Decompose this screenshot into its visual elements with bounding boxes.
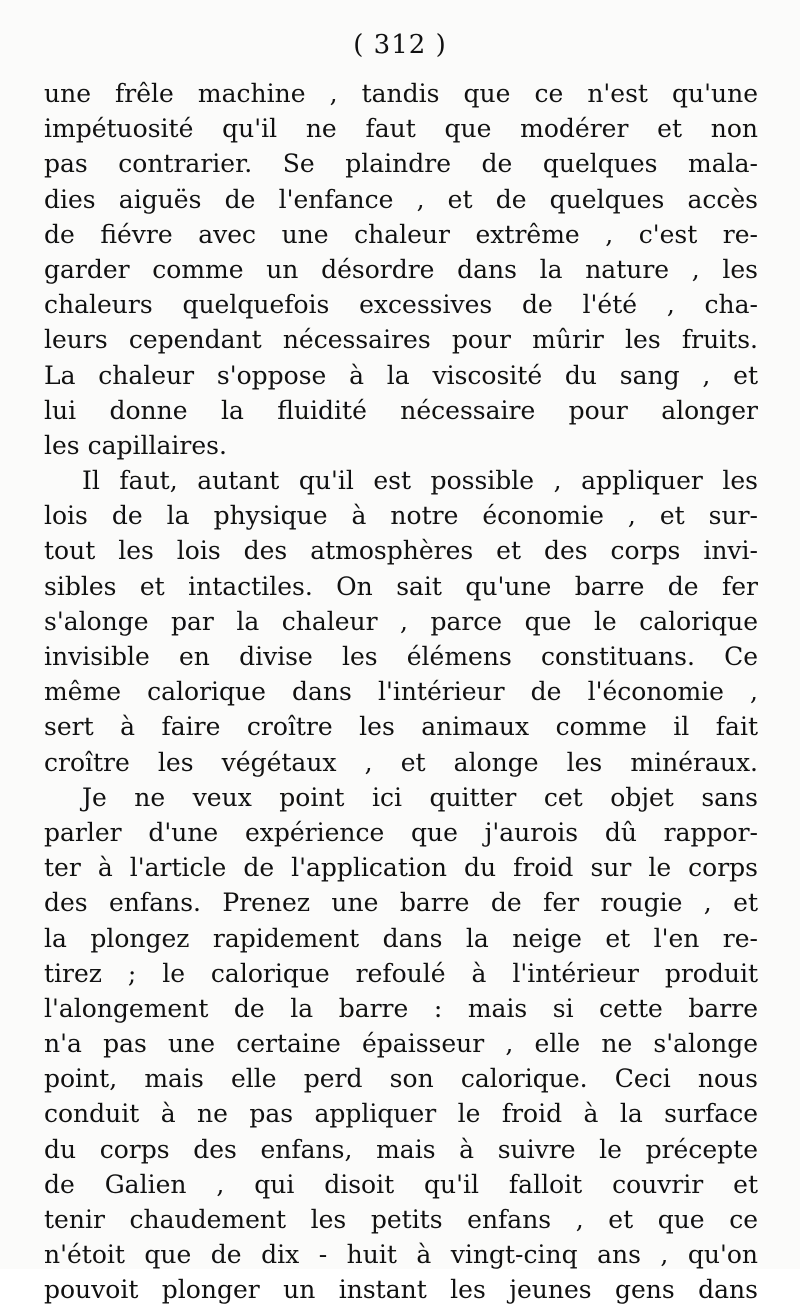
text-line: sibles et intactiles. On sait qu'une barre de fer <box>44 571 758 601</box>
text-line: tirez ; le calorique refoulé à l'intérieur produit <box>44 958 758 988</box>
text-line: pas contrarier. Se plaindre de quelques mala- <box>44 149 758 179</box>
text-line: point, mais elle perd son calorique. Ceci nous <box>44 1064 758 1094</box>
text-line: de fiévre avec une chaleur extrême , c'est re- <box>44 219 758 249</box>
text-line: parler d'une expérience que j'aurois dû rappor- <box>44 817 758 847</box>
paragraph-start-line: Il faut, autant qu'il est possible , appliquer les <box>82 466 758 496</box>
text-line: des enfans. Prenez une barre de fer rougie , et <box>44 888 758 918</box>
text-line: sert à faire croître les animaux comme il fait <box>44 712 758 742</box>
text-line: chaleurs quelquefois excessives de l'été , cha- <box>44 290 758 320</box>
paragraph-end-line: les capillaires. <box>44 430 227 460</box>
text-line: même calorique dans l'intérieur de l'économie , <box>44 677 758 707</box>
text-line: garder comme un désordre dans la nature , les <box>44 254 758 284</box>
text-line: s'alonge par la chaleur , parce que le calorique <box>44 606 758 636</box>
paragraph-start-line: Je ne veux point ici quitter cet objet sans <box>82 782 758 812</box>
text-line: conduit à ne pas appliquer le froid à la surface <box>44 1099 758 1129</box>
text-line: l'alongement de la barre : mais si cette barre <box>44 993 758 1023</box>
text-line: leurs cependant nécessaires pour mûrir les fruits. <box>44 325 758 355</box>
text-line: invisible en divise les élémens constituans. Ce <box>44 642 758 671</box>
text-line: la plongez rapidement dans la neige et l'en re- <box>44 923 758 953</box>
text-line: du corps des enfans, mais à suivre le précepte <box>44 1134 758 1164</box>
text-line: impétuosité qu'il ne faut que modérer et non <box>44 114 758 144</box>
text-line: tenir chaudement les petits enfans , et que ce <box>44 1205 758 1234</box>
text-line: une frêle machine , tandis que ce n'est qu'une <box>44 79 758 108</box>
paragraph-end-line: croître les végétaux , et alonge les minéraux. <box>44 747 758 777</box>
text-line: pouvoit plonger un instant les jeunes gens dans <box>44 1275 758 1305</box>
page-number: ( 312 ) <box>353 30 447 60</box>
text-line: La chaleur s'oppose à la viscosité du sang , et <box>44 360 758 390</box>
text-line: de Galien , qui disoit qu'il falloit couvrir et <box>44 1169 758 1199</box>
text-line: ter à l'article de l'application du froid sur le corps <box>44 853 758 883</box>
text-line: lui donne la fluidité nécessaire pour alonger <box>44 395 758 425</box>
text-line: n'a pas une certaine épaisseur , elle ne s'alonge <box>44 1029 758 1059</box>
text-line: dies aiguës de l'enfance , et de quelques accès <box>44 184 758 214</box>
text-line: n'étoit que de dix - huit à vingt-cinq ans , qu'on <box>44 1240 758 1270</box>
text-line: tout les lois des atmosphères et des corps invi- <box>44 536 758 566</box>
text-line: lois de la physique à notre économie , et sur- <box>44 501 758 531</box>
body-text <box>44 76 758 1308</box>
